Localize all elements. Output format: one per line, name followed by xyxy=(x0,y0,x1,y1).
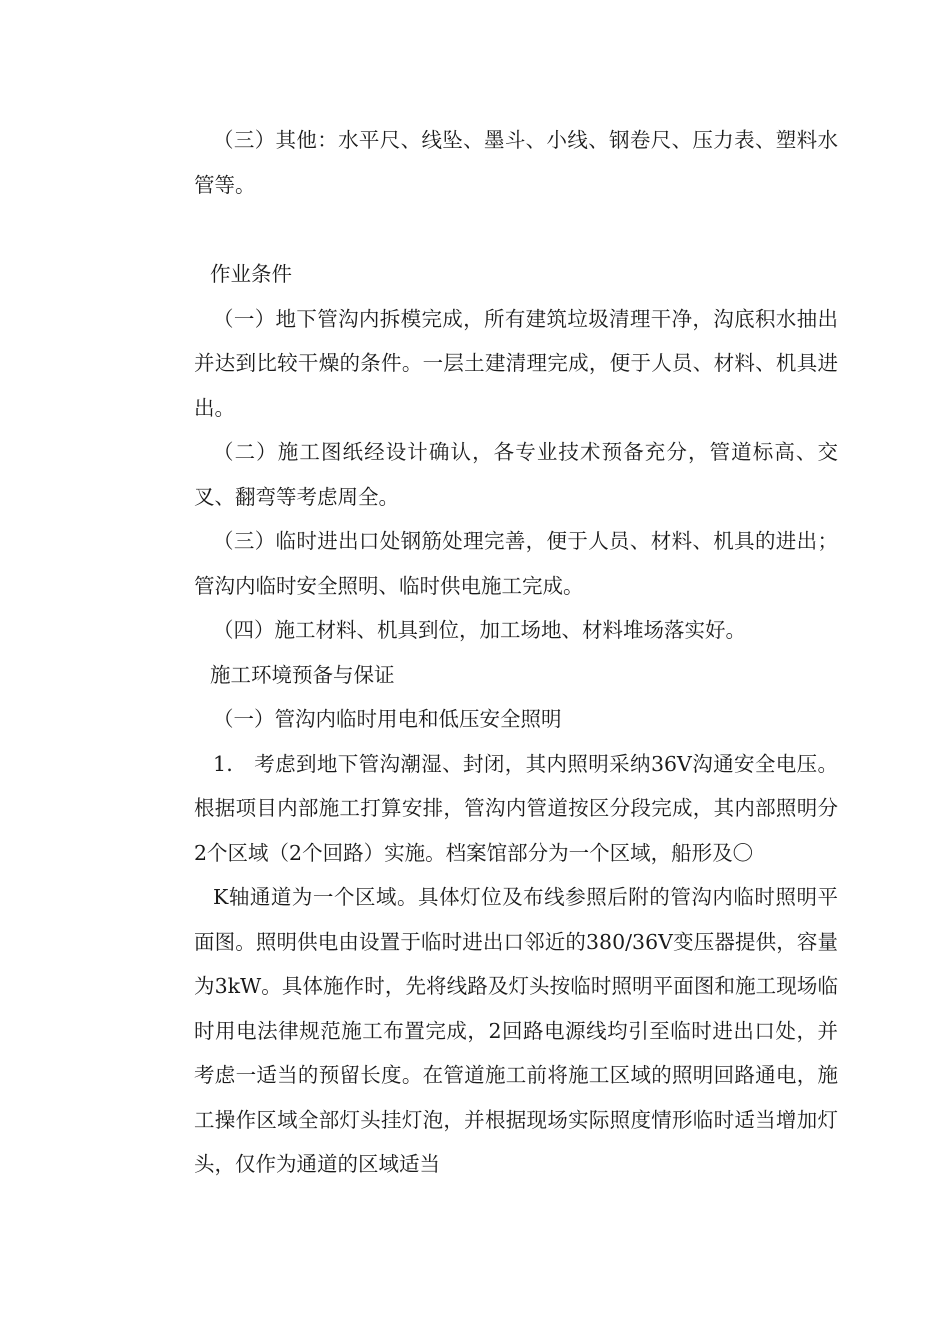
paragraph-lighting-1: 1． 考虑到地下管沟潮湿、封闭，其内照明采纳36V沟通安全电压。根据项目内部施工打算安排，管沟内管道按区分段完成，其内部照明分2个区域（2个回路）实施。档案馆部分为一个区域，船形及〇 xyxy=(194,751,838,865)
heading-construction-environment: 施工环境预备与保证 xyxy=(210,662,395,687)
heading-work-conditions: 作业条件 xyxy=(210,262,292,286)
paragraph-condition-4: （四）施工材料、机具到位，加工场地、材料堆场落实好。 xyxy=(213,618,746,642)
paragraph-condition-2: （二）施工图纸经设计确认，各专业技术预备充分，管道标高、交叉、翻弯等考虑周全。 xyxy=(194,440,838,509)
document-body xyxy=(194,118,838,1187)
subheading-temporary-power-lighting: （一）管沟内临时用电和低压安全照明 xyxy=(213,707,562,731)
paragraph-lighting-2: K轴通道为一个区域。具体灯位及布线参照后附的管沟内临时照明平面图。照明供电由设置于临时进出口邻近的380/36V变压器提供，容量为3kW。具体施作时，先将线路及灯头按临时照明平面图和施工现场临时用电法律规范施工布置完成，2回路电源线均引至临时进出口处，并考虑一适当的预留长度。在管道施工前将施工区域的照明回路通电，施工操作区域全部灯头挂灯泡，并根据现场实际照度情形临时适当增加灯头，仅作为通道的区域适当 xyxy=(194,885,838,1176)
paragraph-condition-3: （三）临时进出口处钢筋处理完善，便于人员、材料、机具的进出；管沟内临时安全照明、临时供电施工完成。 xyxy=(194,529,838,598)
paragraph-other-tools: （三）其他：水平尺、线坠、墨斗、小线、钢卷尺、压力表、塑料水管等。 xyxy=(194,128,838,197)
paragraph-condition-1: （一）地下管沟内拆模完成，所有建筑垃圾清理干净，沟底积水抽出并达到比较干燥的条件。一层土建清理完成，便于人员、材料、机具进出。 xyxy=(194,306,838,420)
